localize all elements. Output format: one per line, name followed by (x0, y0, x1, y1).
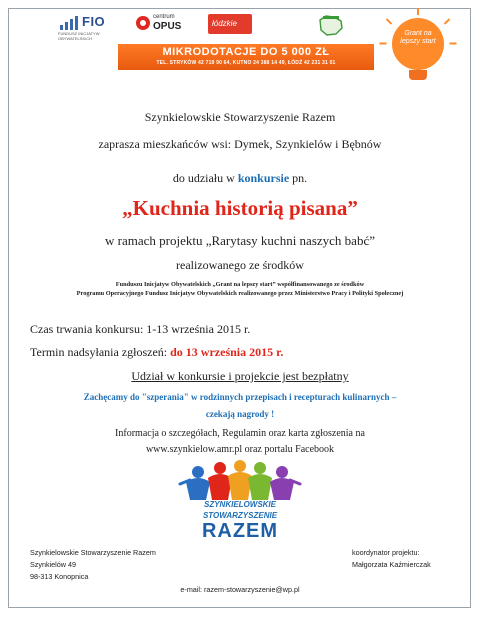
lightbulb-icon (380, 8, 456, 88)
razem-logo (172, 460, 308, 556)
participation-line (0, 171, 480, 186)
razem-logo-line2: STOWARZYSZENIE (202, 511, 278, 520)
lodzkie-logo (208, 14, 252, 34)
razem-logo-line1: SZYNKIELOWSKIE (203, 500, 276, 509)
fio-bars-icon (60, 16, 80, 30)
footer-organization: Szynkielowskie Stowarzyszenie Razem (30, 548, 156, 557)
deadline-date: do 13 września 2015 r. (170, 345, 284, 359)
banner-contact: TEL. STRYKÓW 42 719 90 64, KUTNO 24 388 14 49, ŁÓDŹ 42 231 31 01 (156, 60, 336, 66)
lodzkie-logo-text: łódzkie (212, 19, 237, 28)
footer-address-1: Szynkielów 49 (30, 560, 76, 569)
website-link[interactable]: www.szynkielow.amr.pl oraz portalu Facebook (145, 444, 335, 455)
fio-logo-text: FIO (82, 14, 106, 29)
participation-pre: do udziału w (172, 171, 238, 185)
funding-line-1: Funduszu Inicjatyw Obywatelskich „Grant na lepszy start” współfinansowanego ze środków (115, 281, 365, 288)
organizer-name: Szynkielowskie Stowarzyszenie Razem (144, 110, 336, 124)
footer-email[interactable]: e-mail: razem-stowarzyszenie@wp.pl (180, 585, 300, 594)
footer-coordinator-label: koordynator projektu: (352, 548, 420, 557)
footer-coordinator-name: Małgorzata Kaźmierczak (352, 560, 431, 569)
bulb-text: Grant na lepszy start (400, 30, 436, 45)
banner-title: MIKRODOTACJE DO 5 000 ZŁ (162, 46, 330, 58)
footer-address-2: 98-313 Konopnica (30, 572, 89, 581)
razem-logo-line3: RAZEM (201, 520, 279, 542)
contest-keyword: konkursie (237, 171, 290, 185)
free-participation: Udział w konkursie i projekcie jest bezpłatny (131, 369, 349, 383)
deadline-label: Termin nadsyłania zgłoszeń: (30, 345, 171, 359)
project-line: w ramach projektu „Rarytasy kuchni naszych babć” (104, 233, 375, 248)
contest-title: „Kuchnia historią pisana” (122, 196, 358, 220)
mikrodotacje-banner (118, 44, 374, 70)
submission-deadline (30, 345, 283, 360)
invitation-line: zaprasza mieszkańców wsi: Dymek, Szynkielów i Bębnów (98, 137, 382, 151)
bulb-base (409, 70, 427, 80)
participation-post: pn. (289, 171, 308, 185)
opus-logo-small: centrum (153, 14, 175, 20)
info-line-1: Informacja o szczegółach, Regulamin oraz karta zgłoszenia na (115, 428, 365, 439)
opus-circle-icon (136, 16, 150, 30)
funding-line-2: Programu Operacyjnego Fundusz Inicjatyw Obywatelskich realizowanego przez Ministerstwo Pracy i Polityki Społecznej (76, 290, 404, 297)
encouragement-line-2: czekają nagrody ! (205, 409, 275, 419)
region-map-icon (316, 14, 346, 38)
fio-logo-subtitle: FUNDUSZ INICJATYW OBYWATELSKICH (58, 31, 100, 41)
people-figures-icon (172, 460, 308, 502)
contest-duration: Czas trwania konkursu: 1-13 września 2015 r. (30, 322, 251, 336)
funding-intro: realizowanego ze środków (176, 258, 304, 272)
encouragement-line-1: Zachęcamy do "szperania" w rodzinnych przepisach i recepturach kulinarnych – (83, 392, 397, 402)
opus-logo-big: OPUS (153, 21, 182, 32)
sponsor-logos (58, 14, 358, 42)
